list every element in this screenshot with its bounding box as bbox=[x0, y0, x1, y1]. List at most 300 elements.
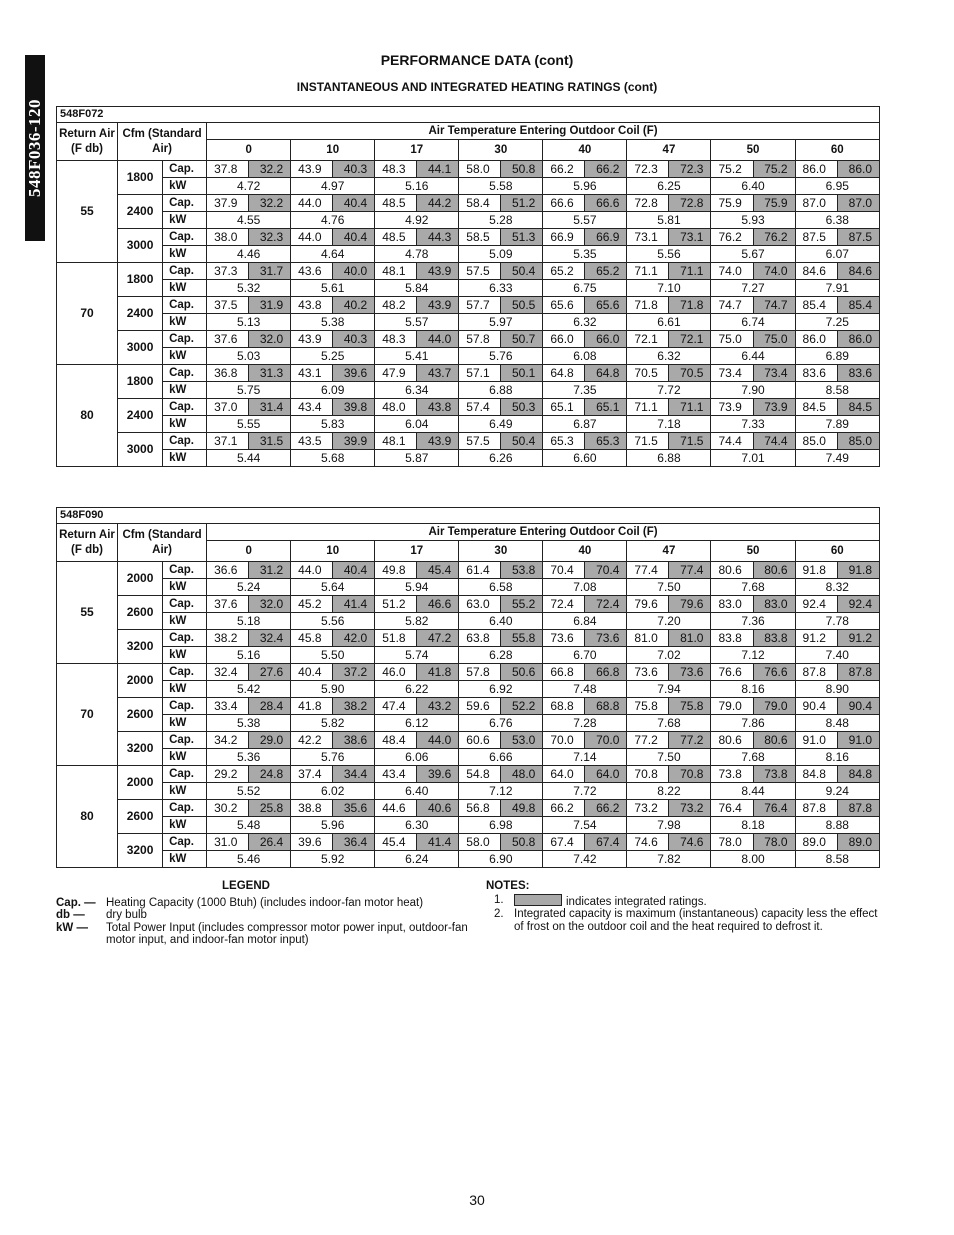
cap-label: Cap. bbox=[163, 834, 207, 851]
kw-label: kW bbox=[163, 749, 207, 766]
cap-integrated: 46.6 bbox=[417, 596, 459, 613]
kw-value: 5.56 bbox=[627, 246, 711, 263]
kw-value: 7.72 bbox=[627, 382, 711, 399]
cfm-value: 2400 bbox=[118, 399, 163, 433]
cfm-value: 2600 bbox=[118, 698, 163, 732]
kw-value: 5.81 bbox=[627, 212, 711, 229]
cap-integrated: 49.8 bbox=[501, 800, 543, 817]
temp-header: 17 bbox=[375, 541, 459, 562]
cap-label: Cap. bbox=[163, 297, 207, 314]
kw-value: 8.48 bbox=[795, 715, 879, 732]
cap-integrated: 32.0 bbox=[249, 596, 291, 613]
kw-value: 6.95 bbox=[795, 178, 879, 195]
cap-instantaneous: 76.4 bbox=[711, 800, 753, 817]
cap-integrated: 75.8 bbox=[669, 698, 711, 715]
cap-integrated: 55.2 bbox=[501, 596, 543, 613]
kw-value: 6.32 bbox=[627, 348, 711, 365]
cap-integrated: 32.0 bbox=[249, 331, 291, 348]
cap-row bbox=[57, 596, 880, 613]
kw-value: 5.16 bbox=[375, 178, 459, 195]
cap-integrated: 37.2 bbox=[333, 664, 375, 681]
kw-value: 6.84 bbox=[543, 613, 627, 630]
cap-integrated: 38.6 bbox=[333, 732, 375, 749]
cap-instantaneous: 48.3 bbox=[375, 331, 417, 348]
cap-integrated: 66.8 bbox=[585, 664, 627, 681]
cap-instantaneous: 43.4 bbox=[291, 399, 333, 416]
cfm-value: 3200 bbox=[118, 630, 163, 664]
cap-integrated: 43.9 bbox=[417, 433, 459, 450]
cap-instantaneous: 44.0 bbox=[291, 562, 333, 579]
cap-instantaneous: 45.8 bbox=[291, 630, 333, 647]
return-air-value: 70 bbox=[57, 664, 118, 766]
cap-integrated: 39.9 bbox=[333, 433, 375, 450]
kw-value: 5.42 bbox=[207, 681, 291, 698]
kw-value: 6.58 bbox=[459, 579, 543, 596]
cap-instantaneous: 38.0 bbox=[207, 229, 249, 246]
cfm-value: 2600 bbox=[118, 800, 163, 834]
kw-row bbox=[57, 178, 880, 195]
kw-value: 6.40 bbox=[375, 783, 459, 800]
cap-instantaneous: 43.9 bbox=[291, 161, 333, 178]
kw-label: kW bbox=[163, 416, 207, 433]
cap-instantaneous: 74.7 bbox=[711, 297, 753, 314]
return-air-value: 70 bbox=[57, 263, 118, 365]
temp-header: 50 bbox=[711, 140, 795, 161]
cap-label: Cap. bbox=[163, 161, 207, 178]
cap-integrated: 55.8 bbox=[501, 630, 543, 647]
cap-integrated: 31.4 bbox=[249, 399, 291, 416]
cap-instantaneous: 38.8 bbox=[291, 800, 333, 817]
kw-value: 8.00 bbox=[711, 851, 795, 868]
kw-label: kW bbox=[163, 314, 207, 331]
cap-instantaneous: 57.5 bbox=[459, 263, 501, 280]
cap-integrated: 45.4 bbox=[417, 562, 459, 579]
cap-integrated: 41.4 bbox=[417, 834, 459, 851]
kw-value: 4.78 bbox=[375, 246, 459, 263]
cap-row bbox=[57, 698, 880, 715]
cap-instantaneous: 40.4 bbox=[291, 664, 333, 681]
kw-value: 5.16 bbox=[207, 647, 291, 664]
kw-value: 5.75 bbox=[207, 382, 291, 399]
cap-integrated: 71.8 bbox=[669, 297, 711, 314]
cap-instantaneous: 85.0 bbox=[795, 433, 837, 450]
kw-value: 5.61 bbox=[291, 280, 375, 297]
kw-value: 5.67 bbox=[711, 246, 795, 263]
cap-instantaneous: 83.6 bbox=[795, 365, 837, 382]
cap-instantaneous: 86.0 bbox=[795, 161, 837, 178]
cfm-value: 2600 bbox=[118, 596, 163, 630]
kw-value: 6.30 bbox=[375, 817, 459, 834]
cap-integrated: 66.6 bbox=[585, 195, 627, 212]
cap-integrated: 42.0 bbox=[333, 630, 375, 647]
cap-integrated: 76.6 bbox=[753, 664, 795, 681]
kw-row bbox=[57, 783, 880, 800]
cap-instantaneous: 85.4 bbox=[795, 297, 837, 314]
kw-value: 5.76 bbox=[291, 749, 375, 766]
kw-row bbox=[57, 280, 880, 297]
cap-integrated: 43.2 bbox=[417, 698, 459, 715]
cap-label: Cap. bbox=[163, 433, 207, 450]
kw-value: 7.98 bbox=[627, 817, 711, 834]
cap-label: Cap. bbox=[163, 562, 207, 579]
cap-instantaneous: 41.8 bbox=[291, 698, 333, 715]
kw-label: kW bbox=[163, 246, 207, 263]
temp-header: 47 bbox=[627, 541, 711, 562]
kw-value: 9.24 bbox=[795, 783, 879, 800]
integrated-swatch bbox=[514, 894, 562, 906]
kw-value: 5.94 bbox=[375, 579, 459, 596]
cap-instantaneous: 83.8 bbox=[711, 630, 753, 647]
cap-row bbox=[57, 297, 880, 314]
kw-value: 5.46 bbox=[207, 851, 291, 868]
cap-label: Cap. bbox=[163, 195, 207, 212]
kw-value: 5.92 bbox=[291, 851, 375, 868]
cap-integrated: 50.3 bbox=[501, 399, 543, 416]
cap-label: Cap. bbox=[163, 630, 207, 647]
cap-integrated: 84.8 bbox=[837, 766, 879, 783]
cap-instantaneous: 75.9 bbox=[711, 195, 753, 212]
cap-instantaneous: 77.4 bbox=[627, 562, 669, 579]
cap-label: Cap. bbox=[163, 732, 207, 749]
cap-instantaneous: 71.1 bbox=[627, 263, 669, 280]
kw-row bbox=[57, 715, 880, 732]
cap-instantaneous: 57.4 bbox=[459, 399, 501, 416]
kw-value: 4.46 bbox=[207, 246, 291, 263]
cap-instantaneous: 43.9 bbox=[291, 331, 333, 348]
cap-integrated: 35.6 bbox=[333, 800, 375, 817]
kw-value: 6.40 bbox=[459, 613, 543, 630]
kw-value: 5.44 bbox=[207, 450, 291, 467]
cap-integrated: 72.3 bbox=[669, 161, 711, 178]
kw-value: 7.40 bbox=[795, 647, 879, 664]
cfm-value: 3000 bbox=[118, 229, 163, 263]
cap-instantaneous: 73.6 bbox=[627, 664, 669, 681]
cap-instantaneous: 74.6 bbox=[627, 834, 669, 851]
kw-value: 5.41 bbox=[375, 348, 459, 365]
cap-instantaneous: 76.2 bbox=[711, 229, 753, 246]
cap-integrated: 64.0 bbox=[585, 766, 627, 783]
cap-instantaneous: 66.6 bbox=[543, 195, 585, 212]
kw-value: 8.22 bbox=[627, 783, 711, 800]
air-temp-header: Air Temperature Entering Outdoor Coil (F) bbox=[207, 524, 880, 541]
kw-row bbox=[57, 246, 880, 263]
kw-value: 7.28 bbox=[543, 715, 627, 732]
cap-instantaneous: 90.4 bbox=[795, 698, 837, 715]
cap-integrated: 66.9 bbox=[585, 229, 627, 246]
page-number: 30 bbox=[469, 1192, 485, 1208]
kw-value: 8.44 bbox=[711, 783, 795, 800]
kw-value: 7.86 bbox=[711, 715, 795, 732]
kw-value: 5.52 bbox=[207, 783, 291, 800]
cap-integrated: 76.4 bbox=[753, 800, 795, 817]
cap-instantaneous: 57.1 bbox=[459, 365, 501, 382]
cap-integrated: 36.4 bbox=[333, 834, 375, 851]
cap-instantaneous: 37.0 bbox=[207, 399, 249, 416]
cap-instantaneous: 65.2 bbox=[543, 263, 585, 280]
cap-row bbox=[57, 399, 880, 416]
cap-integrated: 41.4 bbox=[333, 596, 375, 613]
cap-instantaneous: 47.9 bbox=[375, 365, 417, 382]
cap-integrated: 74.7 bbox=[753, 297, 795, 314]
cap-instantaneous: 44.0 bbox=[291, 195, 333, 212]
cap-instantaneous: 37.1 bbox=[207, 433, 249, 450]
cap-instantaneous: 71.1 bbox=[627, 399, 669, 416]
cap-row bbox=[57, 630, 880, 647]
cap-instantaneous: 91.0 bbox=[795, 732, 837, 749]
legend-item bbox=[56, 909, 476, 922]
cap-row bbox=[57, 562, 880, 579]
temp-header: 40 bbox=[543, 140, 627, 161]
page-subtitle: INSTANTANEOUS AND INTEGRATED HEATING RATINGS (cont) bbox=[296, 80, 658, 94]
cap-instantaneous: 86.0 bbox=[795, 331, 837, 348]
kw-value: 6.06 bbox=[375, 749, 459, 766]
cap-instantaneous: 48.3 bbox=[375, 161, 417, 178]
cap-integrated: 78.0 bbox=[753, 834, 795, 851]
cap-integrated: 80.6 bbox=[753, 562, 795, 579]
cap-label: Cap. bbox=[163, 698, 207, 715]
cap-instantaneous: 37.3 bbox=[207, 263, 249, 280]
kw-value: 7.25 bbox=[795, 314, 879, 331]
kw-value: 5.83 bbox=[291, 416, 375, 433]
cap-instantaneous: 87.5 bbox=[795, 229, 837, 246]
cap-integrated: 40.2 bbox=[333, 297, 375, 314]
kw-value: 5.38 bbox=[291, 314, 375, 331]
cap-instantaneous: 37.8 bbox=[207, 161, 249, 178]
cap-instantaneous: 39.6 bbox=[291, 834, 333, 851]
cap-integrated: 70.8 bbox=[669, 766, 711, 783]
temp-header: 47 bbox=[627, 140, 711, 161]
cap-instantaneous: 48.5 bbox=[375, 195, 417, 212]
performance-table bbox=[56, 507, 880, 868]
temp-header: 10 bbox=[291, 541, 375, 562]
kw-row bbox=[57, 817, 880, 834]
cap-row bbox=[57, 161, 880, 178]
cap-integrated: 74.0 bbox=[753, 263, 795, 280]
kw-value: 5.18 bbox=[207, 613, 291, 630]
kw-value: 7.14 bbox=[543, 749, 627, 766]
cap-instantaneous: 48.1 bbox=[375, 263, 417, 280]
kw-value: 7.50 bbox=[627, 579, 711, 596]
kw-value: 5.76 bbox=[459, 348, 543, 365]
temp-header: 0 bbox=[207, 541, 291, 562]
cap-integrated: 74.6 bbox=[669, 834, 711, 851]
cfm-value: 1800 bbox=[118, 263, 163, 297]
cap-instantaneous: 47.4 bbox=[375, 698, 417, 715]
cap-instantaneous: 66.9 bbox=[543, 229, 585, 246]
kw-value: 6.92 bbox=[459, 681, 543, 698]
cap-instantaneous: 57.8 bbox=[459, 331, 501, 348]
cap-instantaneous: 51.2 bbox=[375, 596, 417, 613]
model-row bbox=[57, 508, 880, 524]
cfm-value: 3000 bbox=[118, 331, 163, 365]
legend-key: db — bbox=[56, 909, 85, 921]
kw-value: 5.24 bbox=[207, 579, 291, 596]
return-air-header: Return Air (F db) bbox=[57, 123, 118, 161]
cap-instantaneous: 65.3 bbox=[543, 433, 585, 450]
cap-instantaneous: 64.8 bbox=[543, 365, 585, 382]
kw-value: 6.70 bbox=[543, 647, 627, 664]
kw-value: 7.33 bbox=[711, 416, 795, 433]
kw-value: 5.64 bbox=[291, 579, 375, 596]
return-air-value: 55 bbox=[57, 562, 118, 664]
cap-instantaneous: 48.5 bbox=[375, 229, 417, 246]
kw-value: 5.48 bbox=[207, 817, 291, 834]
cap-instantaneous: 43.8 bbox=[291, 297, 333, 314]
kw-value: 7.12 bbox=[459, 783, 543, 800]
cap-instantaneous: 43.5 bbox=[291, 433, 333, 450]
cap-integrated: 38.2 bbox=[333, 698, 375, 715]
cap-instantaneous: 84.5 bbox=[795, 399, 837, 416]
cap-integrated: 43.9 bbox=[417, 297, 459, 314]
legend-item bbox=[56, 897, 476, 910]
cap-integrated: 80.6 bbox=[753, 732, 795, 749]
cap-integrated: 66.2 bbox=[585, 800, 627, 817]
kw-value: 6.08 bbox=[543, 348, 627, 365]
kw-value: 8.58 bbox=[795, 851, 879, 868]
cap-integrated: 41.8 bbox=[417, 664, 459, 681]
cap-instantaneous: 71.5 bbox=[627, 433, 669, 450]
cfm-value: 3200 bbox=[118, 834, 163, 868]
cap-instantaneous: 38.2 bbox=[207, 630, 249, 647]
cap-integrated: 87.8 bbox=[837, 664, 879, 681]
kw-value: 5.74 bbox=[375, 647, 459, 664]
air-temp-header: Air Temperature Entering Outdoor Coil (F) bbox=[207, 123, 880, 140]
cap-instantaneous: 46.0 bbox=[375, 664, 417, 681]
kw-value: 7.36 bbox=[711, 613, 795, 630]
cap-row bbox=[57, 195, 880, 212]
return-air-value: 55 bbox=[57, 161, 118, 263]
legend-item bbox=[56, 922, 476, 947]
kw-value: 6.02 bbox=[291, 783, 375, 800]
kw-row bbox=[57, 749, 880, 766]
cap-instantaneous: 48.4 bbox=[375, 732, 417, 749]
kw-value: 7.91 bbox=[795, 280, 879, 297]
kw-value: 7.78 bbox=[795, 613, 879, 630]
legend-text: dry bulb bbox=[106, 909, 147, 921]
kw-value: 5.96 bbox=[543, 178, 627, 195]
cap-integrated: 73.1 bbox=[669, 229, 711, 246]
cap-integrated: 92.4 bbox=[837, 596, 879, 613]
kw-value: 5.25 bbox=[291, 348, 375, 365]
cap-integrated: 85.0 bbox=[837, 433, 879, 450]
cap-label: Cap. bbox=[163, 596, 207, 613]
kw-value: 5.38 bbox=[207, 715, 291, 732]
kw-value: 5.90 bbox=[291, 681, 375, 698]
cap-row bbox=[57, 331, 880, 348]
temp-header: 60 bbox=[795, 140, 879, 161]
cap-row bbox=[57, 800, 880, 817]
cap-instantaneous: 87.8 bbox=[795, 664, 837, 681]
cap-integrated: 27.6 bbox=[249, 664, 291, 681]
cap-integrated: 75.0 bbox=[753, 331, 795, 348]
cap-instantaneous: 44.0 bbox=[291, 229, 333, 246]
cap-instantaneous: 48.0 bbox=[375, 399, 417, 416]
cap-integrated: 39.6 bbox=[417, 766, 459, 783]
cap-label: Cap. bbox=[163, 229, 207, 246]
cap-integrated: 47.2 bbox=[417, 630, 459, 647]
kw-value: 6.75 bbox=[543, 280, 627, 297]
kw-value: 6.22 bbox=[375, 681, 459, 698]
cap-instantaneous: 73.9 bbox=[711, 399, 753, 416]
kw-row bbox=[57, 450, 880, 467]
kw-value: 6.88 bbox=[459, 382, 543, 399]
cap-instantaneous: 54.8 bbox=[459, 766, 501, 783]
cap-instantaneous: 43.4 bbox=[375, 766, 417, 783]
cap-instantaneous: 43.1 bbox=[291, 365, 333, 382]
legend bbox=[56, 880, 476, 947]
return-air-header: Return Air (F db) bbox=[57, 524, 118, 562]
cap-integrated: 71.5 bbox=[669, 433, 711, 450]
kw-value: 6.61 bbox=[627, 314, 711, 331]
cap-instantaneous: 32.4 bbox=[207, 664, 249, 681]
kw-value: 4.97 bbox=[291, 178, 375, 195]
kw-value: 5.55 bbox=[207, 416, 291, 433]
cap-instantaneous: 80.6 bbox=[711, 562, 753, 579]
cap-instantaneous: 79.6 bbox=[627, 596, 669, 613]
kw-value: 7.54 bbox=[543, 817, 627, 834]
kw-value: 6.74 bbox=[711, 314, 795, 331]
cfm-header: Cfm (Standard Air) bbox=[118, 123, 207, 161]
cap-instantaneous: 45.2 bbox=[291, 596, 333, 613]
return-air-value: 80 bbox=[57, 766, 118, 868]
kw-value: 6.09 bbox=[291, 382, 375, 399]
cap-instantaneous: 71.8 bbox=[627, 297, 669, 314]
cap-integrated: 50.6 bbox=[501, 664, 543, 681]
kw-value: 7.90 bbox=[711, 382, 795, 399]
cap-integrated: 87.5 bbox=[837, 229, 879, 246]
cap-integrated: 31.5 bbox=[249, 433, 291, 450]
cap-instantaneous: 37.5 bbox=[207, 297, 249, 314]
cfm-value: 1800 bbox=[118, 365, 163, 399]
cap-integrated: 84.6 bbox=[837, 263, 879, 280]
kw-row bbox=[57, 681, 880, 698]
ratings-table-548f072 bbox=[56, 106, 880, 467]
cap-instantaneous: 68.8 bbox=[543, 698, 585, 715]
kw-value: 7.94 bbox=[627, 681, 711, 698]
kw-row bbox=[57, 382, 880, 399]
cap-instantaneous: 48.1 bbox=[375, 433, 417, 450]
note-text: indicates integrated ratings. bbox=[566, 895, 707, 908]
cap-integrated: 32.4 bbox=[249, 630, 291, 647]
note-number: 2. bbox=[494, 908, 504, 920]
cap-integrated: 73.9 bbox=[753, 399, 795, 416]
cap-instantaneous: 48.2 bbox=[375, 297, 417, 314]
kw-value: 5.57 bbox=[375, 314, 459, 331]
cap-instantaneous: 29.2 bbox=[207, 766, 249, 783]
cap-instantaneous: 36.6 bbox=[207, 562, 249, 579]
cap-instantaneous: 37.9 bbox=[207, 195, 249, 212]
cap-integrated: 40.4 bbox=[333, 562, 375, 579]
cap-integrated: 53.8 bbox=[501, 562, 543, 579]
cap-instantaneous: 80.6 bbox=[711, 732, 753, 749]
cap-integrated: 31.2 bbox=[249, 562, 291, 579]
cap-integrated: 77.4 bbox=[669, 562, 711, 579]
cap-integrated: 25.8 bbox=[249, 800, 291, 817]
kw-value: 7.72 bbox=[543, 783, 627, 800]
cap-integrated: 73.6 bbox=[585, 630, 627, 647]
kw-value: 5.68 bbox=[291, 450, 375, 467]
cap-integrated: 51.3 bbox=[501, 229, 543, 246]
cap-instantaneous: 42.2 bbox=[291, 732, 333, 749]
kw-value: 6.40 bbox=[711, 178, 795, 195]
kw-value: 4.64 bbox=[291, 246, 375, 263]
cap-integrated: 72.1 bbox=[669, 331, 711, 348]
cap-instantaneous: 75.8 bbox=[627, 698, 669, 715]
cap-integrated: 90.4 bbox=[837, 698, 879, 715]
cap-integrated: 83.6 bbox=[837, 365, 879, 382]
kw-value: 5.35 bbox=[543, 246, 627, 263]
cap-instantaneous: 58.0 bbox=[459, 161, 501, 178]
